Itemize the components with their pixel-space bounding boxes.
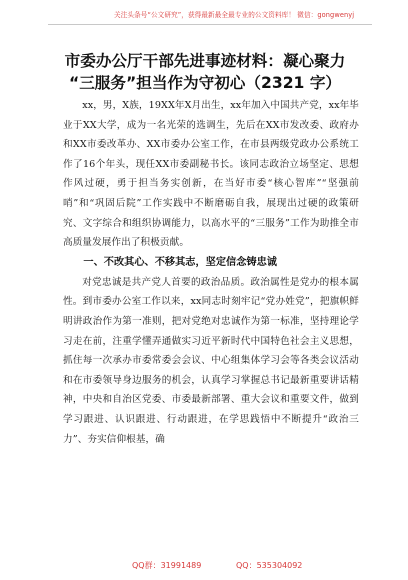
footer-qq: QQ：535304092: [236, 561, 303, 570]
footer-qq-group: QQ群：31991489: [132, 561, 202, 570]
section-heading-1: 一、不改其心、不移其志，坚定信念铸忠诚: [83, 256, 277, 268]
document-title: [40, 50, 370, 94]
title-line-1: 市委办公厅干部先进事迹材料：凝心聚力: [64, 52, 346, 70]
paragraph-loyalty: 对党忠诚是共产党人首要的政治品质。政治属性是党办的根本属性。到市委办公室工作以来，xx同志时刻牢记“党办姓党”，把旗帜鲜明讲政治作为第一准则，把对党绝对忠诚作为第一标准，坚持理论学习走在前，注重学懂弄通做实习近平新时代中国特色社会主义思想，抓住每一次承办市委常委会会议、中心组集体学习会等各类会议活动和在市委领导身边服务的机会，认真学习掌握总书记最新重要讲话精神，中央和自治区党委、市委最新部署、重大会议和重要文件，做到学习跟进、认识跟进、行动跟进，在学思践悟中不断提升“政治三力”、夯实信仰根基，确: [63, 276, 359, 445]
header-notice: 关注头条号“公文研究”，获得最新最全最专业的公文资料库！ 微信：gongwenyj: [114, 11, 355, 19]
header-divider: [48, 24, 372, 25]
title-line-2: “三服务”担当作为守初心（2321 字）: [68, 74, 342, 92]
document-body: [63, 96, 359, 449]
paragraph-intro: xx，男，X族，19XX年X月出生，xx年加入中国共产党，xx年毕业于XX大学，成为一名光荣的选调生，先后在XX市发改委、政府办和XX市委改革办、XX市委办公室工作，在市县两级党政办公系统工作了16个年头，现任XX市委副秘书长。该同志政治立场坚定、思想作风过硬，勇于担当务实创新，在当好市委“核心智库”“坚强前哨”和“巩固后院”工作实践中不断磨砺自我，展现出过硬的政策研究、文字综合和组织协调能力，以高水平的“三服务”工作为助推全市高质量发展作出了积极贡献。: [63, 100, 359, 249]
